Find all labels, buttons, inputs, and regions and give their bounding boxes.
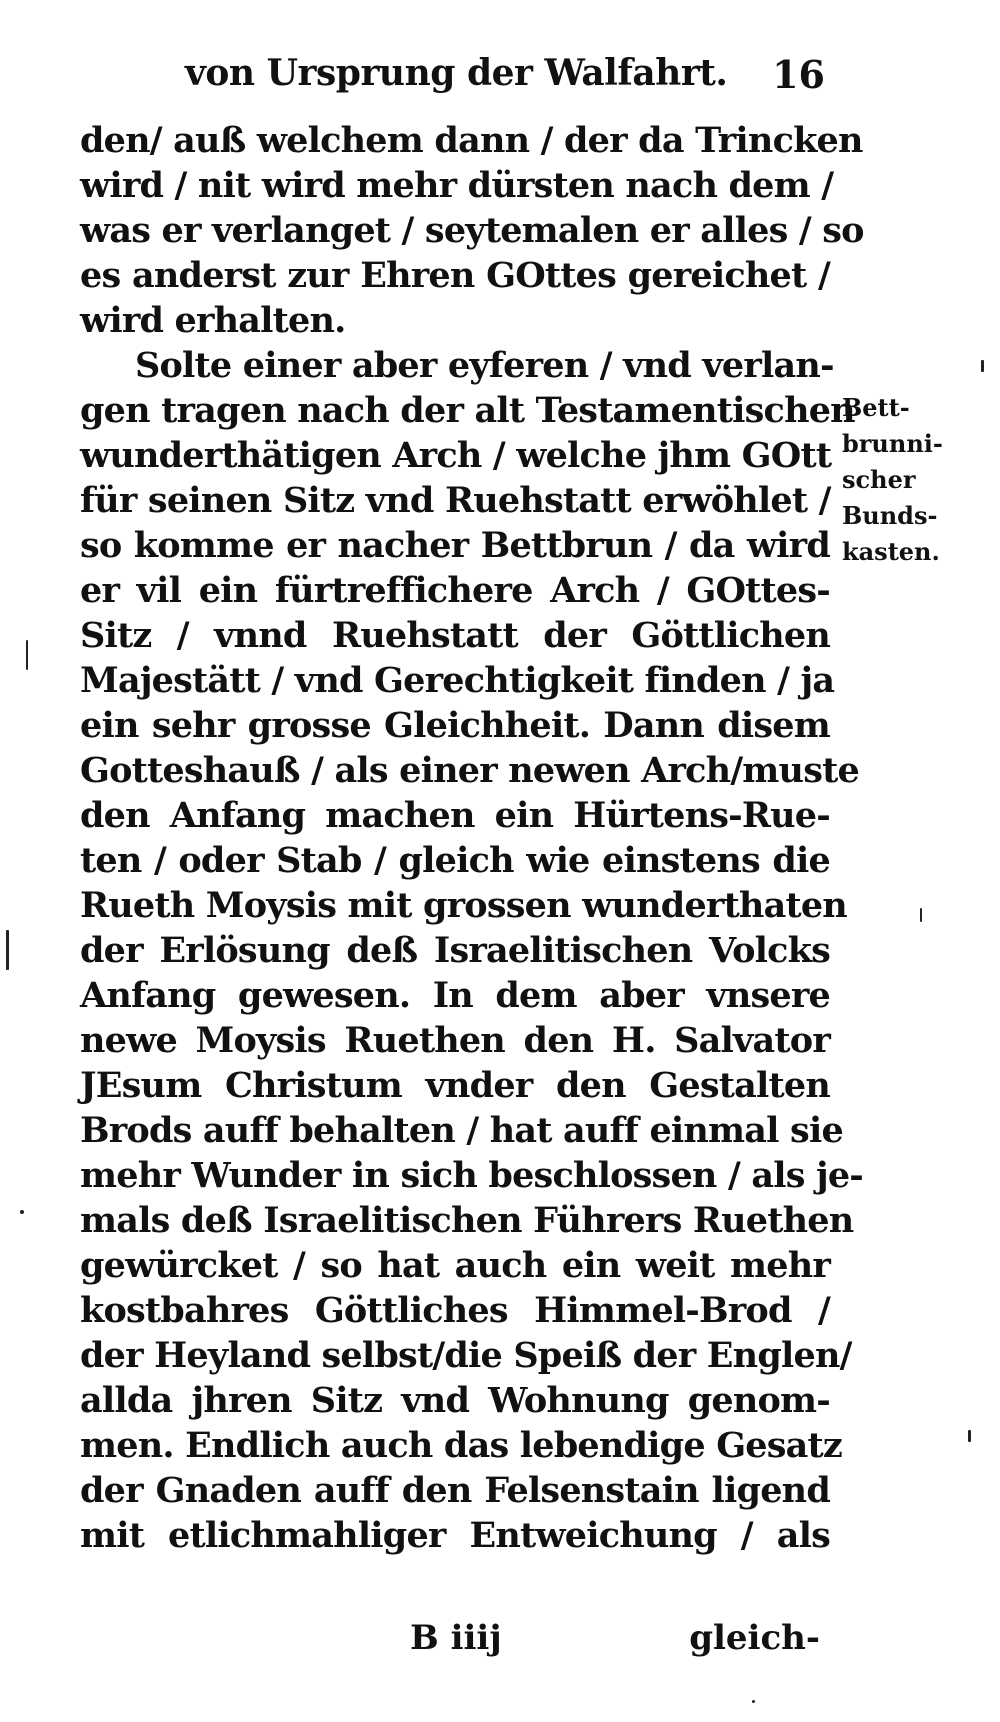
margin-note-line: kasten.	[842, 537, 940, 566]
text-line: Solte einer aber eyferen / vnd verlan-	[135, 345, 834, 386]
text-line: ten / oder Stab / gleich wie einstens die	[80, 840, 830, 881]
text-line: der Erlösung deß Israelitischen Volcks	[80, 930, 830, 971]
page-header	[185, 52, 825, 112]
text-line: Sitz / vnnd Ruehstatt der Göttlichen	[80, 615, 830, 656]
text-line: mit etlichmahliger Entweichung / als	[80, 1515, 830, 1556]
text-line: ein sehr grosse Gleichheit. Dann disem	[80, 705, 830, 746]
text-line: Brods auff behalten / hat auff einmal sie	[80, 1110, 843, 1151]
text-line: Anfang gewesen. In dem aber vnsere	[80, 975, 830, 1016]
text-line: wunderthätigen Arch / welche jhm GOtt	[80, 435, 832, 476]
text-line: wird / nit wird mehr dürsten nach dem /	[80, 165, 834, 206]
text-line: gen tragen nach der alt Testamentischen	[80, 390, 855, 431]
scan-speck	[920, 908, 922, 922]
text-line: er vil ein fürtreffichere Arch / GOttes-	[80, 570, 830, 611]
margin-note-line: Bunds-	[842, 501, 938, 530]
page-number: 16	[772, 52, 825, 97]
text-line: was er verlanget / seytemalen er alles / so	[80, 210, 864, 251]
text-line: so komme er nacher Bettbrun / da wird	[80, 525, 830, 566]
text-line: mehr Wunder in sich beschlossen / als je-	[80, 1155, 864, 1196]
scan-speck	[20, 1210, 24, 1214]
text-line: es anderst zur Ehren GOttes gereichet /	[80, 255, 830, 296]
text-line: gewürcket / so hat auch ein weit mehr	[80, 1245, 830, 1286]
catchword: gleich-	[689, 1618, 820, 1658]
text-line: für seinen Sitz vnd Ruehstatt erwöhlet /	[80, 480, 831, 521]
text-line: men. Endlich auch das lebendige Gesatz	[80, 1425, 842, 1466]
text-line: Majestätt / vnd Gerechtigkeit finden / ja	[80, 660, 835, 701]
text-line: den Anfang machen ein Hürtens-Rue-	[80, 795, 830, 836]
text-line: JEsum Christum vnder den Gestalten	[80, 1065, 830, 1106]
text-line: wird erhalten.	[80, 300, 346, 341]
text-line: den/ auß welchem dann / der da Trincken	[80, 120, 863, 161]
body-text	[80, 118, 864, 1558]
text-line: mals deß Israelitischen Führers Ruethen	[80, 1200, 854, 1241]
scan-speck	[968, 1430, 971, 1442]
text-line: kostbahres Göttliches Himmel-Brod /	[80, 1290, 830, 1331]
margin-note	[842, 390, 962, 570]
text-line: Gotteshauß / als einer newen Arch/muste	[80, 750, 859, 791]
text-line: allda jhren Sitz vnd Wohnung genom-	[80, 1380, 830, 1421]
scan-speck	[6, 930, 9, 970]
margin-note-line: scher	[842, 465, 916, 494]
running-head: von Ursprung der Walfahrt.	[185, 52, 728, 94]
page-footer	[80, 1618, 820, 1668]
scan-speck	[26, 640, 28, 670]
text-line: der Heyland selbst/die Speiß der Englen/	[80, 1335, 852, 1376]
margin-note-line: brunni-	[842, 429, 943, 458]
signature-mark: B iiij	[410, 1618, 502, 1658]
scan-speck	[752, 1700, 755, 1703]
scan-speck	[981, 360, 984, 372]
text-line: Rueth Moysis mit grossen wunderthaten	[80, 885, 847, 926]
text-line: der Gnaden auff den Felsenstain ligend	[80, 1470, 830, 1511]
text-line: newe Moysis Ruethen den H. Salvator	[80, 1020, 830, 1061]
margin-note-line: Bett-	[842, 393, 910, 422]
